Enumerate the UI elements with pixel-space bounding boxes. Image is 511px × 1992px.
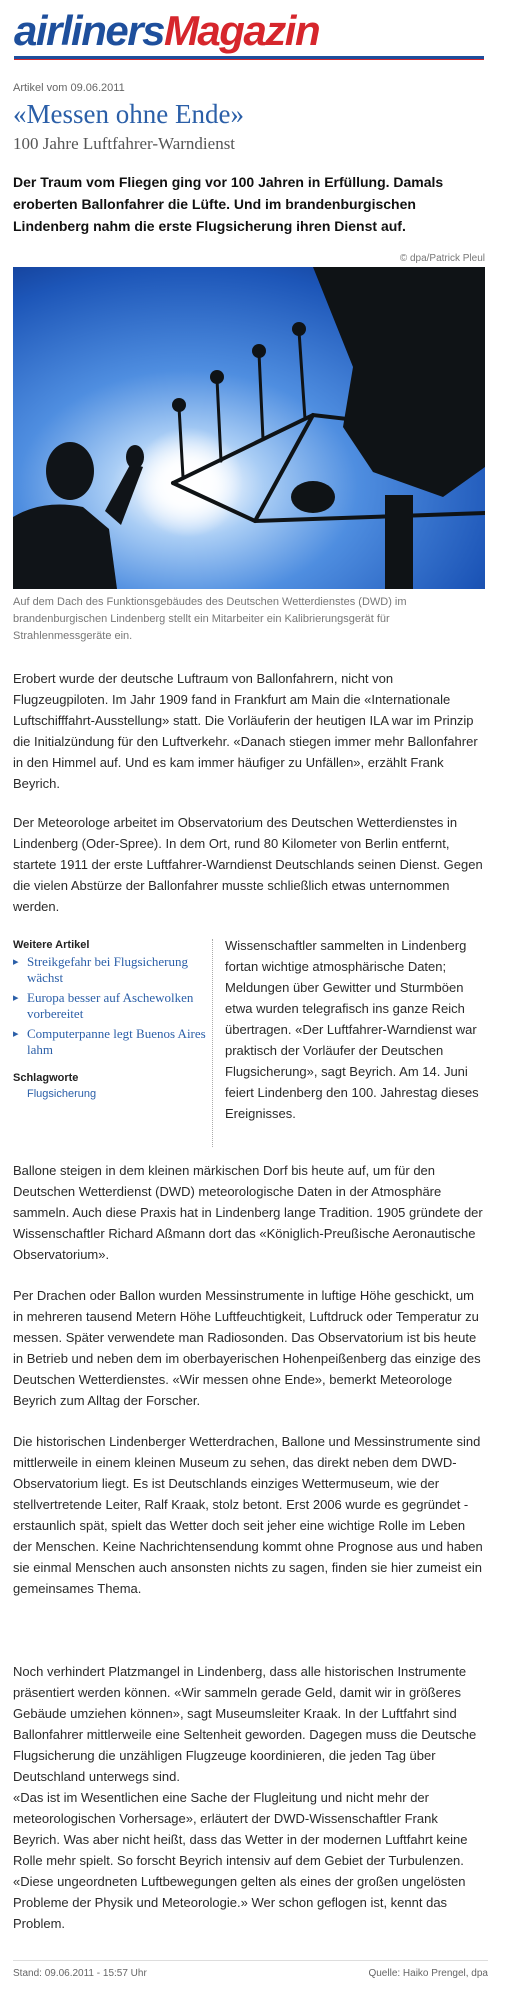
arrow-icon: ▸ — [13, 992, 19, 1004]
paragraph: Erobert wurde der deutsche Luftraum von Ballonfahrern, nicht von Flugzeugpiloten. Im Jahr 1909 fand in Frankfurt am Main die «Internationale Luftschifffahrt-Ausstellung» statt. Die Vorläuferin der heutigen ILA war im Prinzip die Initialzündung für den Luftverkehr. «Danach stiegen immer mehr Ballonfahrer in den Himmel auf. Und es kam immer häufiger zu Unfällen», erzählt Frank Beyrich. — [13, 671, 478, 791]
source-credit: Quelle: Haiko Prengel, dpa — [368, 1968, 488, 1979]
paragraph: «Das ist im Wesentlichen eine Sache der Flugleitung und nicht mehr der meteorologischen Vorhersage», erläutert der DWD-Wissenschaftler Frank Beyrich. Was aber nicht heißt, dass das Wetter in der modernen Luftfahrt keine Rolle mehr spielt. So forscht Beyrich intensiv auf dem Gebiet der Turbulenzen. «Diese ungeordneten Luftbewegungen gelten als eines der großen ungelösten Probleme der Physik und Meteorologie.» Wer schon geflogen ist, kennt das Problem. — [13, 1790, 468, 1931]
paragraph: Der Meteorologe arbeitet im Observatorium des Deutschen Wetterdienstes in Lindenberg (Oder-Spree). In dem Ort, rund 80 Kilometer von Berlin entfernt, startete 1911 der erste Luftfahrer-Warndienst Deutschlands seinen Dienst. Gegen die vielen Abstürze der Ballonfahrer musste schließlich etwas unternommen werden. — [13, 815, 483, 914]
paragraph: Per Drachen oder Ballon wurden Messinstrumente in luftige Höhe geschickt, um in mehreren tausend Metern Höhe Luftfeuchtigkeit, Luftdruck oder Temperatur zu messen. Später verwendete man Radiosonden. Das Observatorium ist bis heute in Betrieb und neben dem im oberbayerischen Hohenpeißenberg das einzige des Deutschen Wetterdienstes. «Wir messen ohne Ende», bemerkt Meteorologe Beyrich zum Alltag der Forscher. — [13, 1288, 481, 1408]
tags-section — [13, 1072, 213, 1100]
article-photo — [13, 267, 485, 589]
logo-underline-accent — [14, 59, 484, 60]
logo-magazin: Magazin — [163, 7, 320, 54]
related-link-label: Streikgefahr bei Flugsicherung wächst — [27, 954, 189, 985]
tags-heading: Schlagworte — [13, 1072, 79, 1084]
paragraph: Noch verhindert Platzmangel in Lindenberg, dass alle historischen Instrumente präsentiert werden können. «Wir sammeln gerade Geld, damit wir in größeres Gebäude umziehen können», sagt Museumsleiter Kraak. In der Luftfahrt sind Ballonfahrer mittlerweile eine Seltenheit geworden. Dagegen muss die Deutsche Flugsicherung die unzähligen Flugzeuge koordinieren, die jeden Tag über Deutschland unterwegs sind. — [13, 1664, 477, 1784]
sidebar-divider — [212, 939, 213, 1147]
related-link[interactable] — [13, 1026, 213, 1058]
site-header — [0, 0, 511, 72]
tag-link[interactable]: Flugsicherung — [27, 1088, 97, 1100]
related-link[interactable] — [13, 954, 213, 986]
paragraph: Die historischen Lindenberger Wetterdrachen, Ballone und Messinstrumente sind mittlerweile in einem kleinen Museum zu sehen, das direkt neben dem DWD-Observatorium liegt. Es ist Deutschlands einziges Wettermuseum, wie der stellvertretende Leiter, Ralf Kraak, stolz betont. Erst 2006 wurde es gegründet - erstaunlich spät, spielt das Wetter doch seit jeher eine wichtige Rolle im Leben der Menschen. Keine Nachrichtensendung kommt ohne Prognose aus und haben sie einmal Menschen auch ansonsten nichts zu sagen, finden sie hier zumeist ein gemeinsames Thema. — [13, 1434, 483, 1596]
related-heading: Weitere Artikel — [13, 939, 90, 951]
stand-timestamp: Stand: 09.06.2011 - 15:57 Uhr — [13, 1968, 147, 1979]
related-sidebar — [13, 939, 213, 1100]
paragraph: Wissenschaftler sammelten in Lindenberg fortan wichtige atmosphärische Daten; Meldungen über Gewitter und Sturmböen etwa wurden telegrafisch ins ganze Reich übertragen. «Der Luftfahrer-Warndienst war praktisch der Vorläufer der Deutschen Flugsicherung», sagt Beyrich. Am 14. Juni feiert Lindenberg den 100. Jahrestag dieses Ereignisses. — [225, 938, 479, 1121]
article-footer — [13, 1968, 488, 1979]
logo-airliners: airliners — [14, 7, 164, 54]
article-subtitle: 100 Jahre Luftfahrer-Warndienst — [13, 134, 236, 153]
photo-caption: Auf dem Dach des Funktionsgebäudes des Deutschen Wetterdienstes (DWD) im brandenburgischen Lindenberg stellt ein Mitarbeiter ein Kalibrierungsgerät für Strahlenmessgeräte ein. — [13, 596, 407, 642]
footer-divider — [13, 1960, 488, 1961]
paragraph: Ballone steigen in dem kleinen märkischen Dorf bis heute auf, um für den Deutschen Wetterdienst (DWD) meteorologische Daten in der Atmosphäre sammeln. Auch diese Praxis hat in Lindenberg lange Tradition. 1905 gründete der Wissenschaftler Richard Aßmann dort das «Königlich-Preußische Aeronautische Observatorium». — [13, 1163, 483, 1262]
site-logo[interactable] — [14, 8, 319, 54]
related-list — [13, 954, 213, 1058]
related-link[interactable] — [13, 990, 213, 1022]
photo-credit: © dpa/Patrick Pleul — [399, 253, 485, 264]
article-lead: Der Traum vom Fliegen ging vor 100 Jahren in Erfüllung. Damals eroberten Ballonfahrer die Lüfte. Und im brandenburgischen Lindenberg nahm die erste Flugsicherung ihren Dienst auf. — [13, 174, 444, 234]
related-link-label: Computerpanne legt Buenos Aires lahm — [27, 1026, 206, 1057]
article-title: «Messen ohne Ende» — [13, 99, 244, 129]
arrow-icon: ▸ — [13, 956, 19, 968]
arrow-icon: ▸ — [13, 1028, 19, 1040]
related-link-label: Europa besser auf Aschewolken vorbereitet — [27, 990, 194, 1021]
article-date: Artikel vom 09.06.2011 — [13, 82, 125, 94]
